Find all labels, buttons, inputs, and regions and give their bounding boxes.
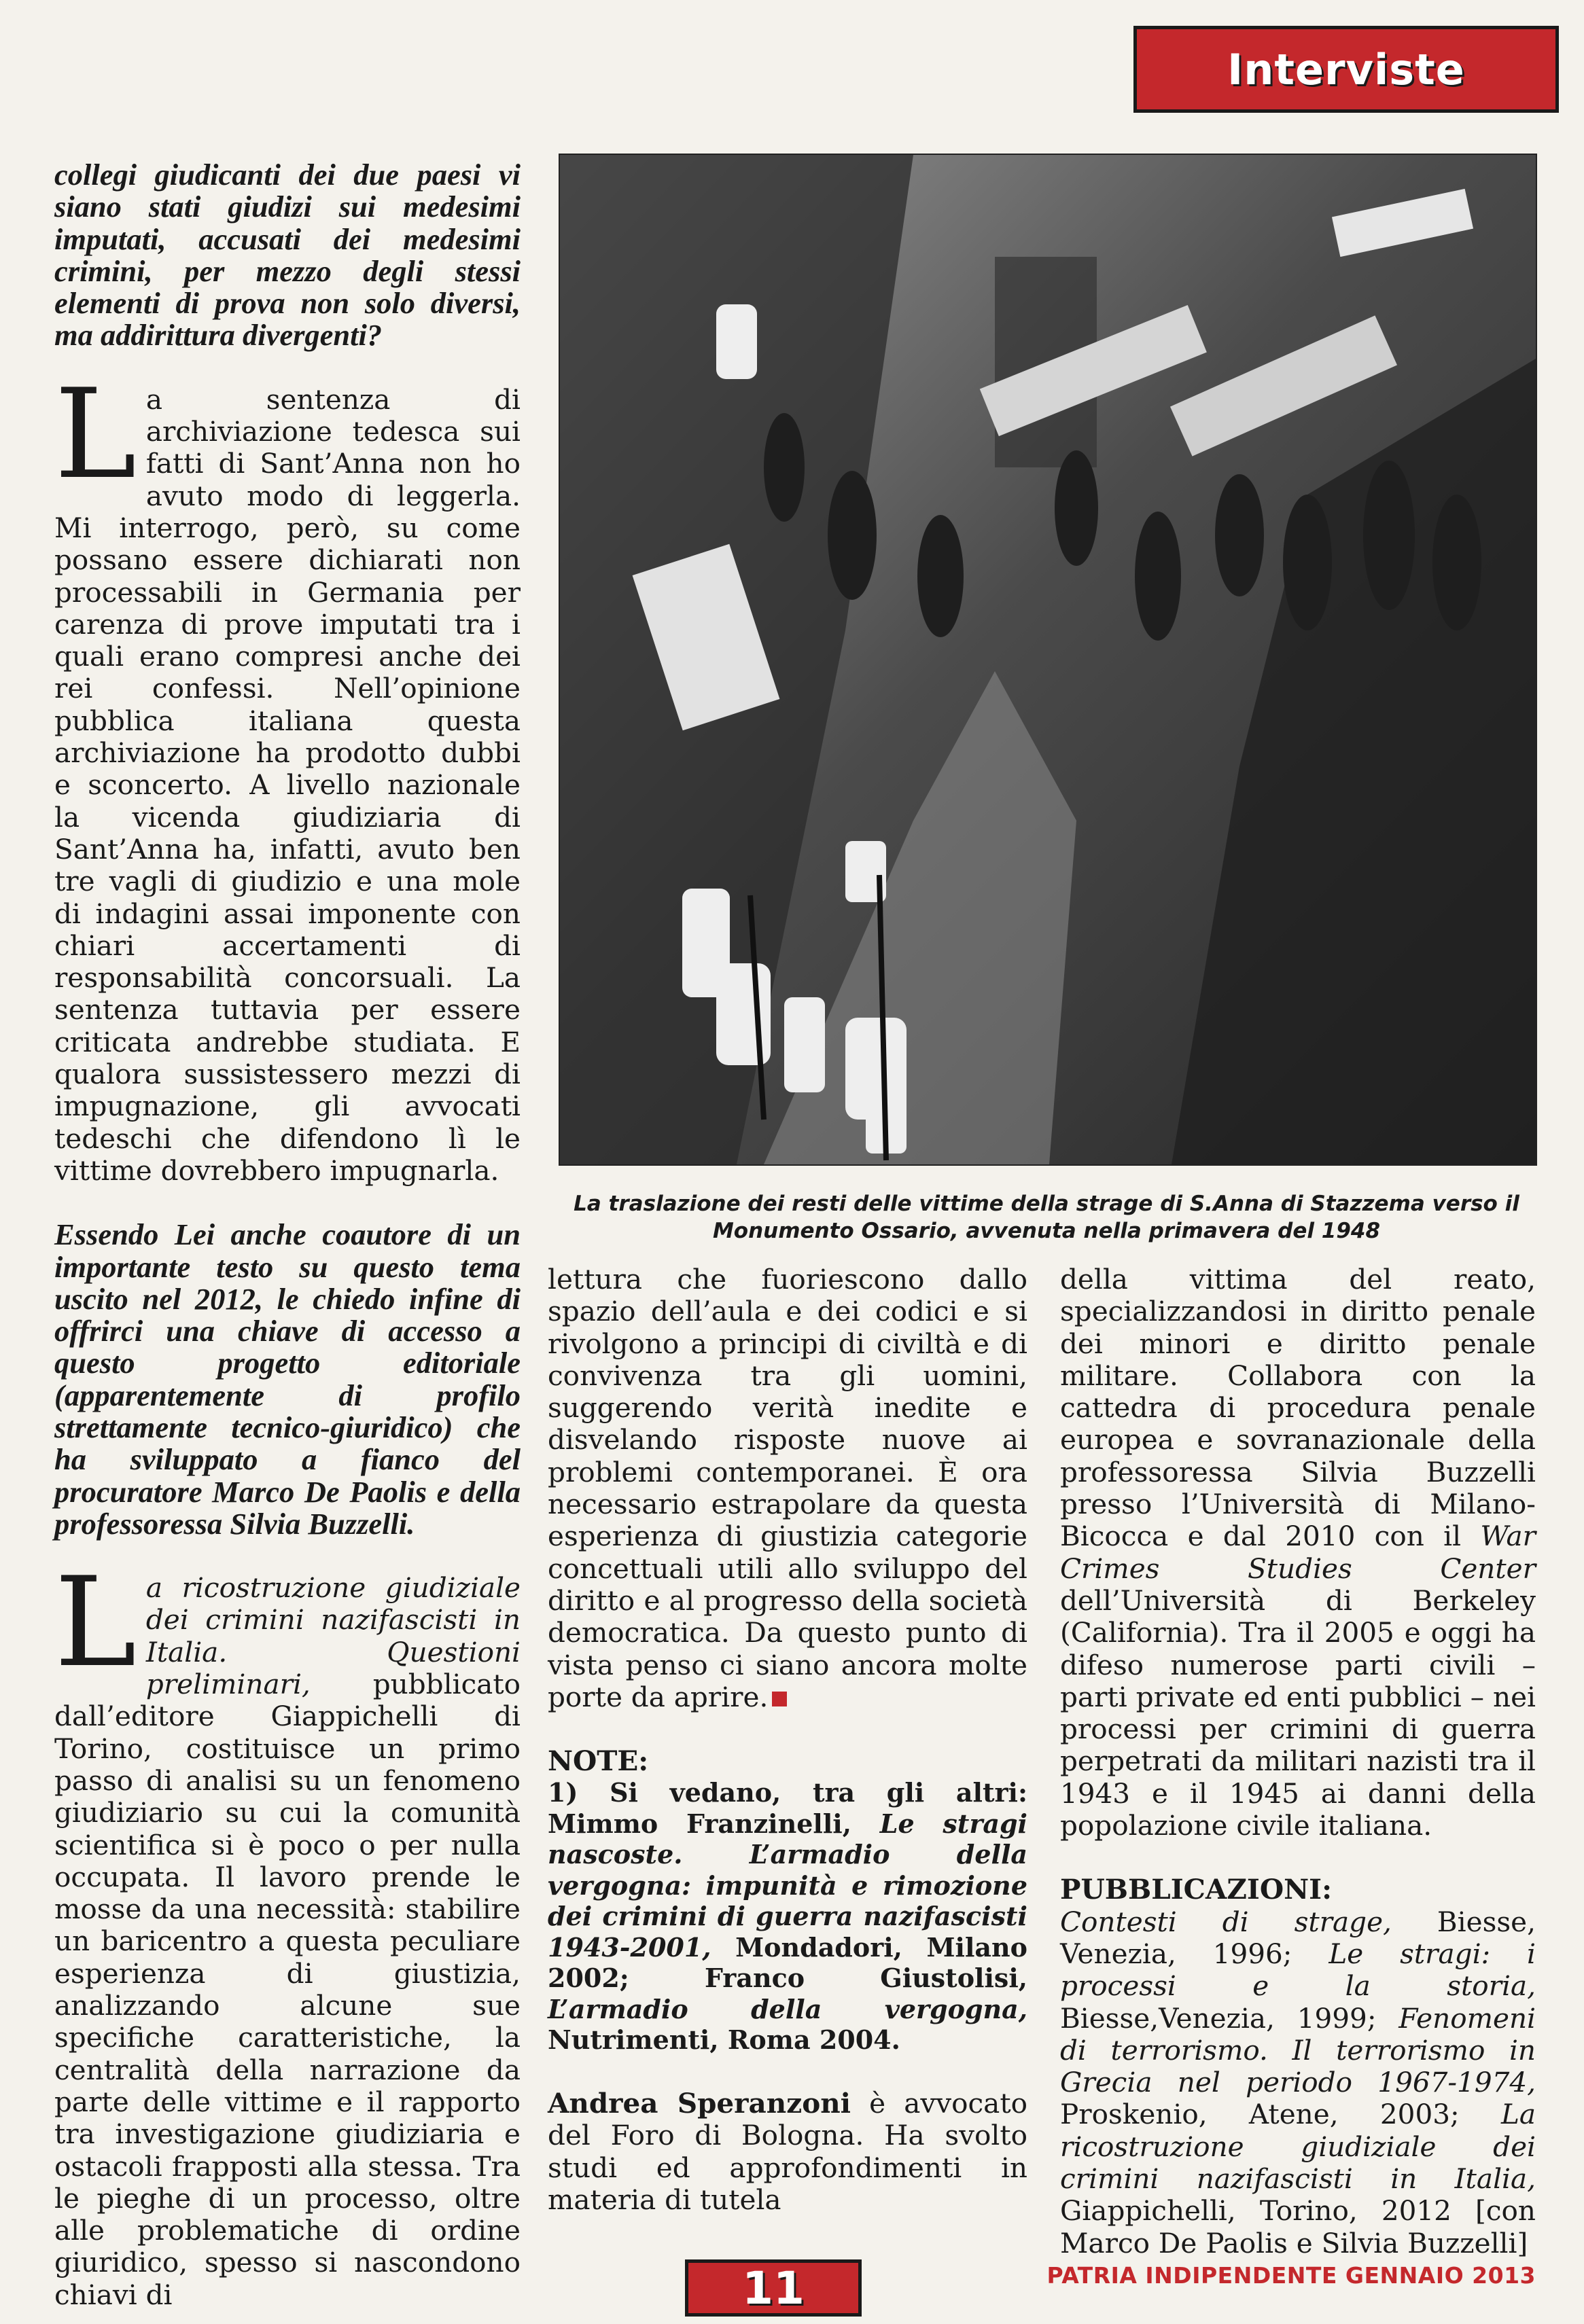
- question-2: Essendo Lei anche coautore di un importante testo su questo tema uscito nel 2012, le chiedo infine di offrirci una chiave di accesso a questo progetto editoriale (apparentemente di profilo strettamente tecnico-giuridico) che ha sviluppato a fianco del procuratore Marco De Paolis e della professoressa Silvia Buzzelli.: [54, 1217, 521, 1541]
- answer-1: [54, 361, 521, 1187]
- notes-heading: NOTE:: [548, 1745, 649, 1778]
- question-1: collegi giudicanti dei due paesi vi siano stati giudizi sui medesimi imputati, accusati dei medesimi crimini, per mezzo degli stessi elementi di prova non solo diversi, ma addirittura divergenti?: [54, 158, 521, 353]
- publications: PUBBLICAZIONI: Contesti di strage, Biesse, Venezia, 1996; Le stragi: i processi e la storia, Biesse,Venezia, 1999; Fenomeni di terrorismo. Il terrorismo in Grecia nel periodo 1967-1974, Proskenio, Atene, 2003; La ricostruzione giudiziale dei crimini nazifascisti in Italia, Giappichelli, Torino, 2012 [con Marco De Paolis e Silvia Buzzelli]: [1060, 1873, 1536, 2259]
- answer-2: [54, 1550, 521, 2311]
- publications-heading: PUBBLICAZIONI:: [1060, 1873, 1333, 1906]
- historical-photo: [559, 154, 1537, 1166]
- page-number: 11: [685, 2259, 862, 2317]
- section-tab: [1133, 26, 1559, 113]
- drop-cap: L: [54, 1550, 137, 1695]
- answer-1-text: a sentenza di archiviazione tedesca sui fatti di Sant’Anna non ho avuto modo di leggerla. Mi interrogo, però, su come possano essere dichiarati non processabili in Germania per carenza di prove imputati tra i quali erano compresi anche dei rei confessi. Nell’opinione pubblica italiana questa archiviazione ha prodotto dubbi e sconcerto. A livello nazionale la vicenda giudiziaria di Sant’Anna ha, infatti, avuto ben tre vagli di giudizio e una mole di indagini assai imponente con chiari accertamenti di responsabilità concorsuali. La sentenza tuttavia per essere criticata andrebbe studiata. E qualora sussistessero mezzi di impugnazione, gli avvocati tedeschi che difendono lì le vittime dovrebbero impugnarla.: [54, 382, 521, 1187]
- publication-footer: PATRIA INDIPENDENTE GENNAIO 2013: [1046, 2262, 1536, 2289]
- photo-caption: La traslazione dei resti delle vittime della strage di S.Anna di Stazzema verso il Monumento Ossario, avvenuta nella primavera del 1948: [574, 1192, 1519, 1243]
- section-label: Interviste: [1227, 44, 1465, 94]
- book-title: a ricostruzione giudiziale dei crimini nazifascisti in Italia. Questioni preliminari,: [145, 1571, 521, 1701]
- answer-2-continued: lettura che fuoriescono dallo spazio dell’aula e dei codici e si rivolgono a principi di civiltà e di convivenza tra gli uomini, suggerendo verità inedite e disvelando risposte nuove ai problemi contemporanei. È ora necessario estrapolare da questa esperienza di giustizia categorie concettuali utili allo sviluppo del diritto e al progresso della società democratica. Da questo punto di vista penso ci siano ancora molte porte da aprire.: [548, 1263, 1027, 1713]
- note-1: 1) Si vedano, tra gli altri: Mimmo Franzinelli, Le stragi nascoste. L’armadio della vergogna: impunità e rimozione dei crimini di guerra nazifascisti 1943-2001, Mondadori, Milano 2002; Franco Giustolisi, L’armadio della vergogna, Nutrimenti, Roma 2004.: [548, 1777, 1027, 2056]
- drop-cap: L: [54, 361, 137, 506]
- column-left: [54, 159, 521, 2311]
- author-bio: Andrea Speranzoni è avvocato del Foro di Bologna. Ha svolto studi ed approfondimenti in materia di tutela: [548, 2086, 1027, 2216]
- photo-illustration: [560, 155, 1536, 1164]
- author-bio-continued: della vittima del reato, specializzandosi in diritto penale dei minori e diritto penale militare. Collabora con la cattedra di procedura penale europea e sovranazionale della professoressa Silvia Buzzelli presso l’Università di Milano-Bicocca e dal 2010 con il War Crimes Studies Center dell’Università di Berkeley (California). Tra il 2005 e oggi ha difeso numerose parti civili – parti private ed enti pubblici – nei processi per crimini di guerra perpetrati da militari nazisti tra il 1943 e il 1945 ai danni della popolazione civile italiana.: [1060, 1263, 1536, 1842]
- author-name: Andrea Speranzoni: [548, 2086, 851, 2120]
- column-right: [1060, 1264, 1536, 2259]
- end-mark: [772, 1692, 787, 1706]
- answer-2-text: pubblicato dall’editore Giappichelli di Torino, costituisce un primo passo di analisi su un fenomeno giudiziario su cui la comunità scientifica si è poco o per nulla occupata. Il lavoro prende le mosse da una necessità: stabilire un baricentro a questa peculiare esperienza di giustizia, analizzando alcune sue specifiche caratteristiche, la centralità della narrazione da parte delle vittime e il rapporto tra investigazione giudiziaria e ostacoli frapposti alla stessa. Tra le pieghe di un processo, oltre alle problematiche di ordine giuridico, spesso si nascondono chiavi di: [54, 1668, 521, 2311]
- column-middle: [548, 1264, 1027, 2216]
